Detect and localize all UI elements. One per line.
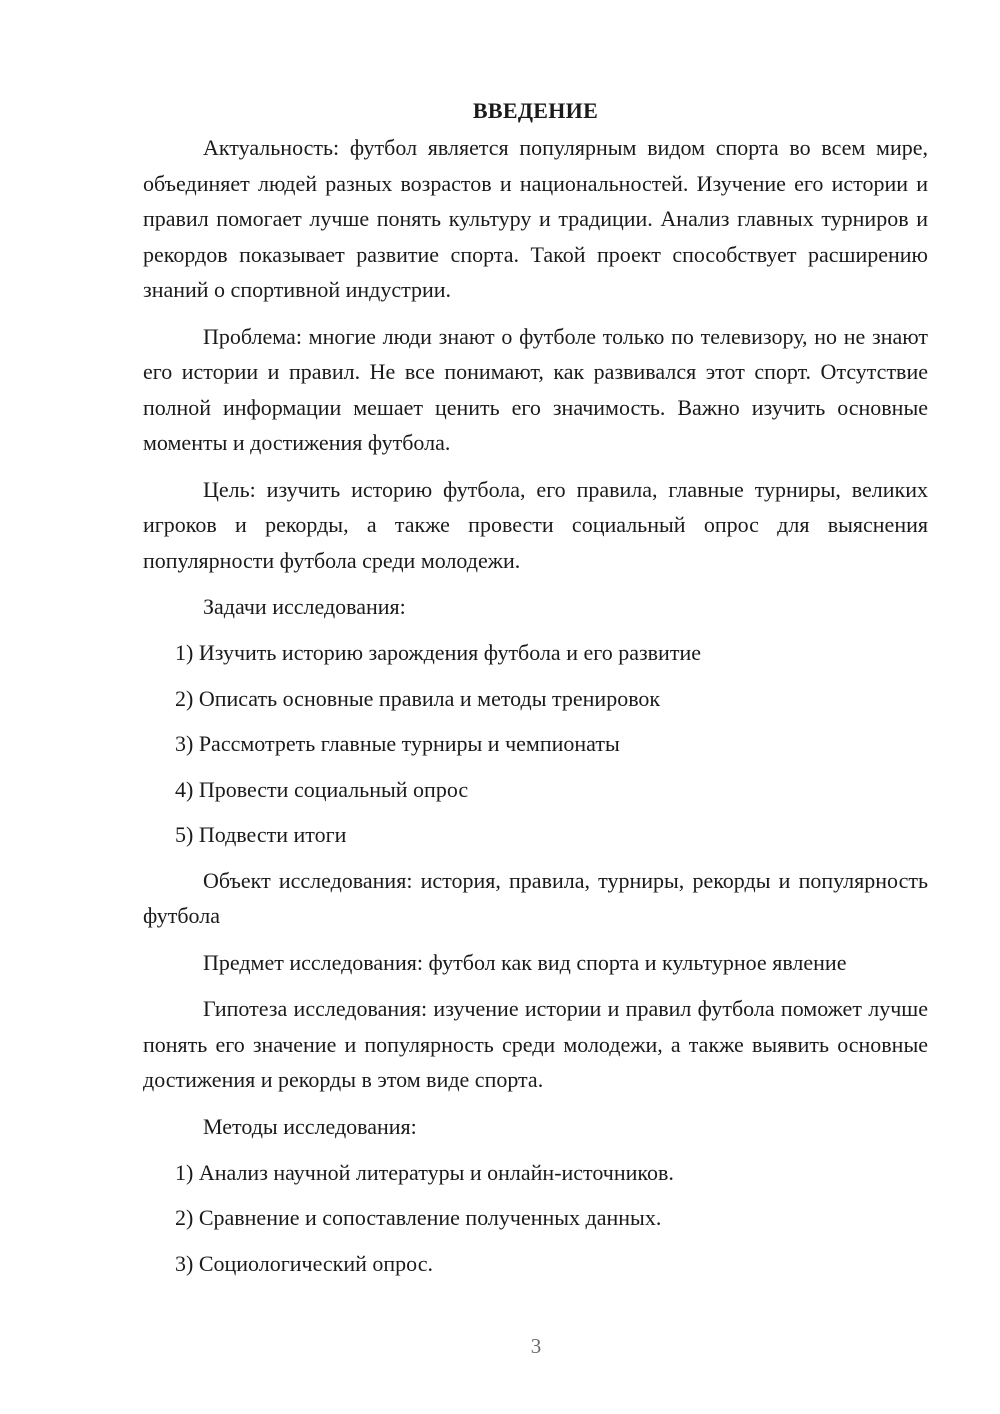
methods-list [143,1155,928,1281]
tasks-heading: Задачи исследования: [203,594,406,619]
list-item: 3) Рассмотреть главные турниры и чемпионаты [175,731,620,756]
list-item: 2) Сравнение и сопоставление полученных данных. [175,1205,662,1230]
document-page [143,96,928,1291]
list-item: 5) Подвести итоги [175,822,347,847]
page-title: ВВЕДЕНИЕ [472,98,599,123]
problem-paragraph: Проблема: многие люди знают о футболе только по телевизору, но не знают его истории и правил. Не все понимают, как развивался этот спорт. Отсутствие полной информации мешает ценить его значимость. Важно изучить основные моменты и достижения футбола. [143,323,928,455]
list-item: 2) Описать основные правила и методы тренировок [175,685,661,711]
relevance-paragraph: Актуальность: футбол является популярным видом спорта во всем мире, объединяет людей разных возрастов и национальностей. Изучение его истории и правил помогает лучше понять культуру и традиции. Анализ главных турниров и рекордов показывает развитие спорта. Такой проект способствует расширению знаний о спортивной индустрии. [143,135,928,302]
hypothesis-paragraph: Гипотеза исследования: изучение истории и правил футбола поможет лучше понять его значение и популярность среди молодежи, а также выявить основные достижения и рекорды в этом виде спорта. [143,996,928,1092]
subject-paragraph: Предмет исследования: футбол как вид спорта и культурное явление [203,949,847,975]
goal-paragraph: Цель: изучить историю футбола, его правила, главные турниры, великих игроков и рекорды, а также провести социальный опрос для выяснения популярности футбола среди молодежи. [143,476,928,573]
object-paragraph: Объект исследования: история, правила, турниры, рекорды и популярность футбола [143,867,928,928]
tasks-list [143,635,928,852]
page-number: 3 [530,1334,542,1358]
methods-heading: Методы исследования: [203,1113,417,1139]
list-item: 1) Анализ научной литературы и онлайн-источников. [175,1159,674,1185]
list-item: 4) Провести социальный опрос [175,776,469,802]
list-item: 1) Изучить историю зарождения футбола и его развитие [175,640,701,665]
list-item: 3) Социологический опрос. [175,1250,433,1276]
